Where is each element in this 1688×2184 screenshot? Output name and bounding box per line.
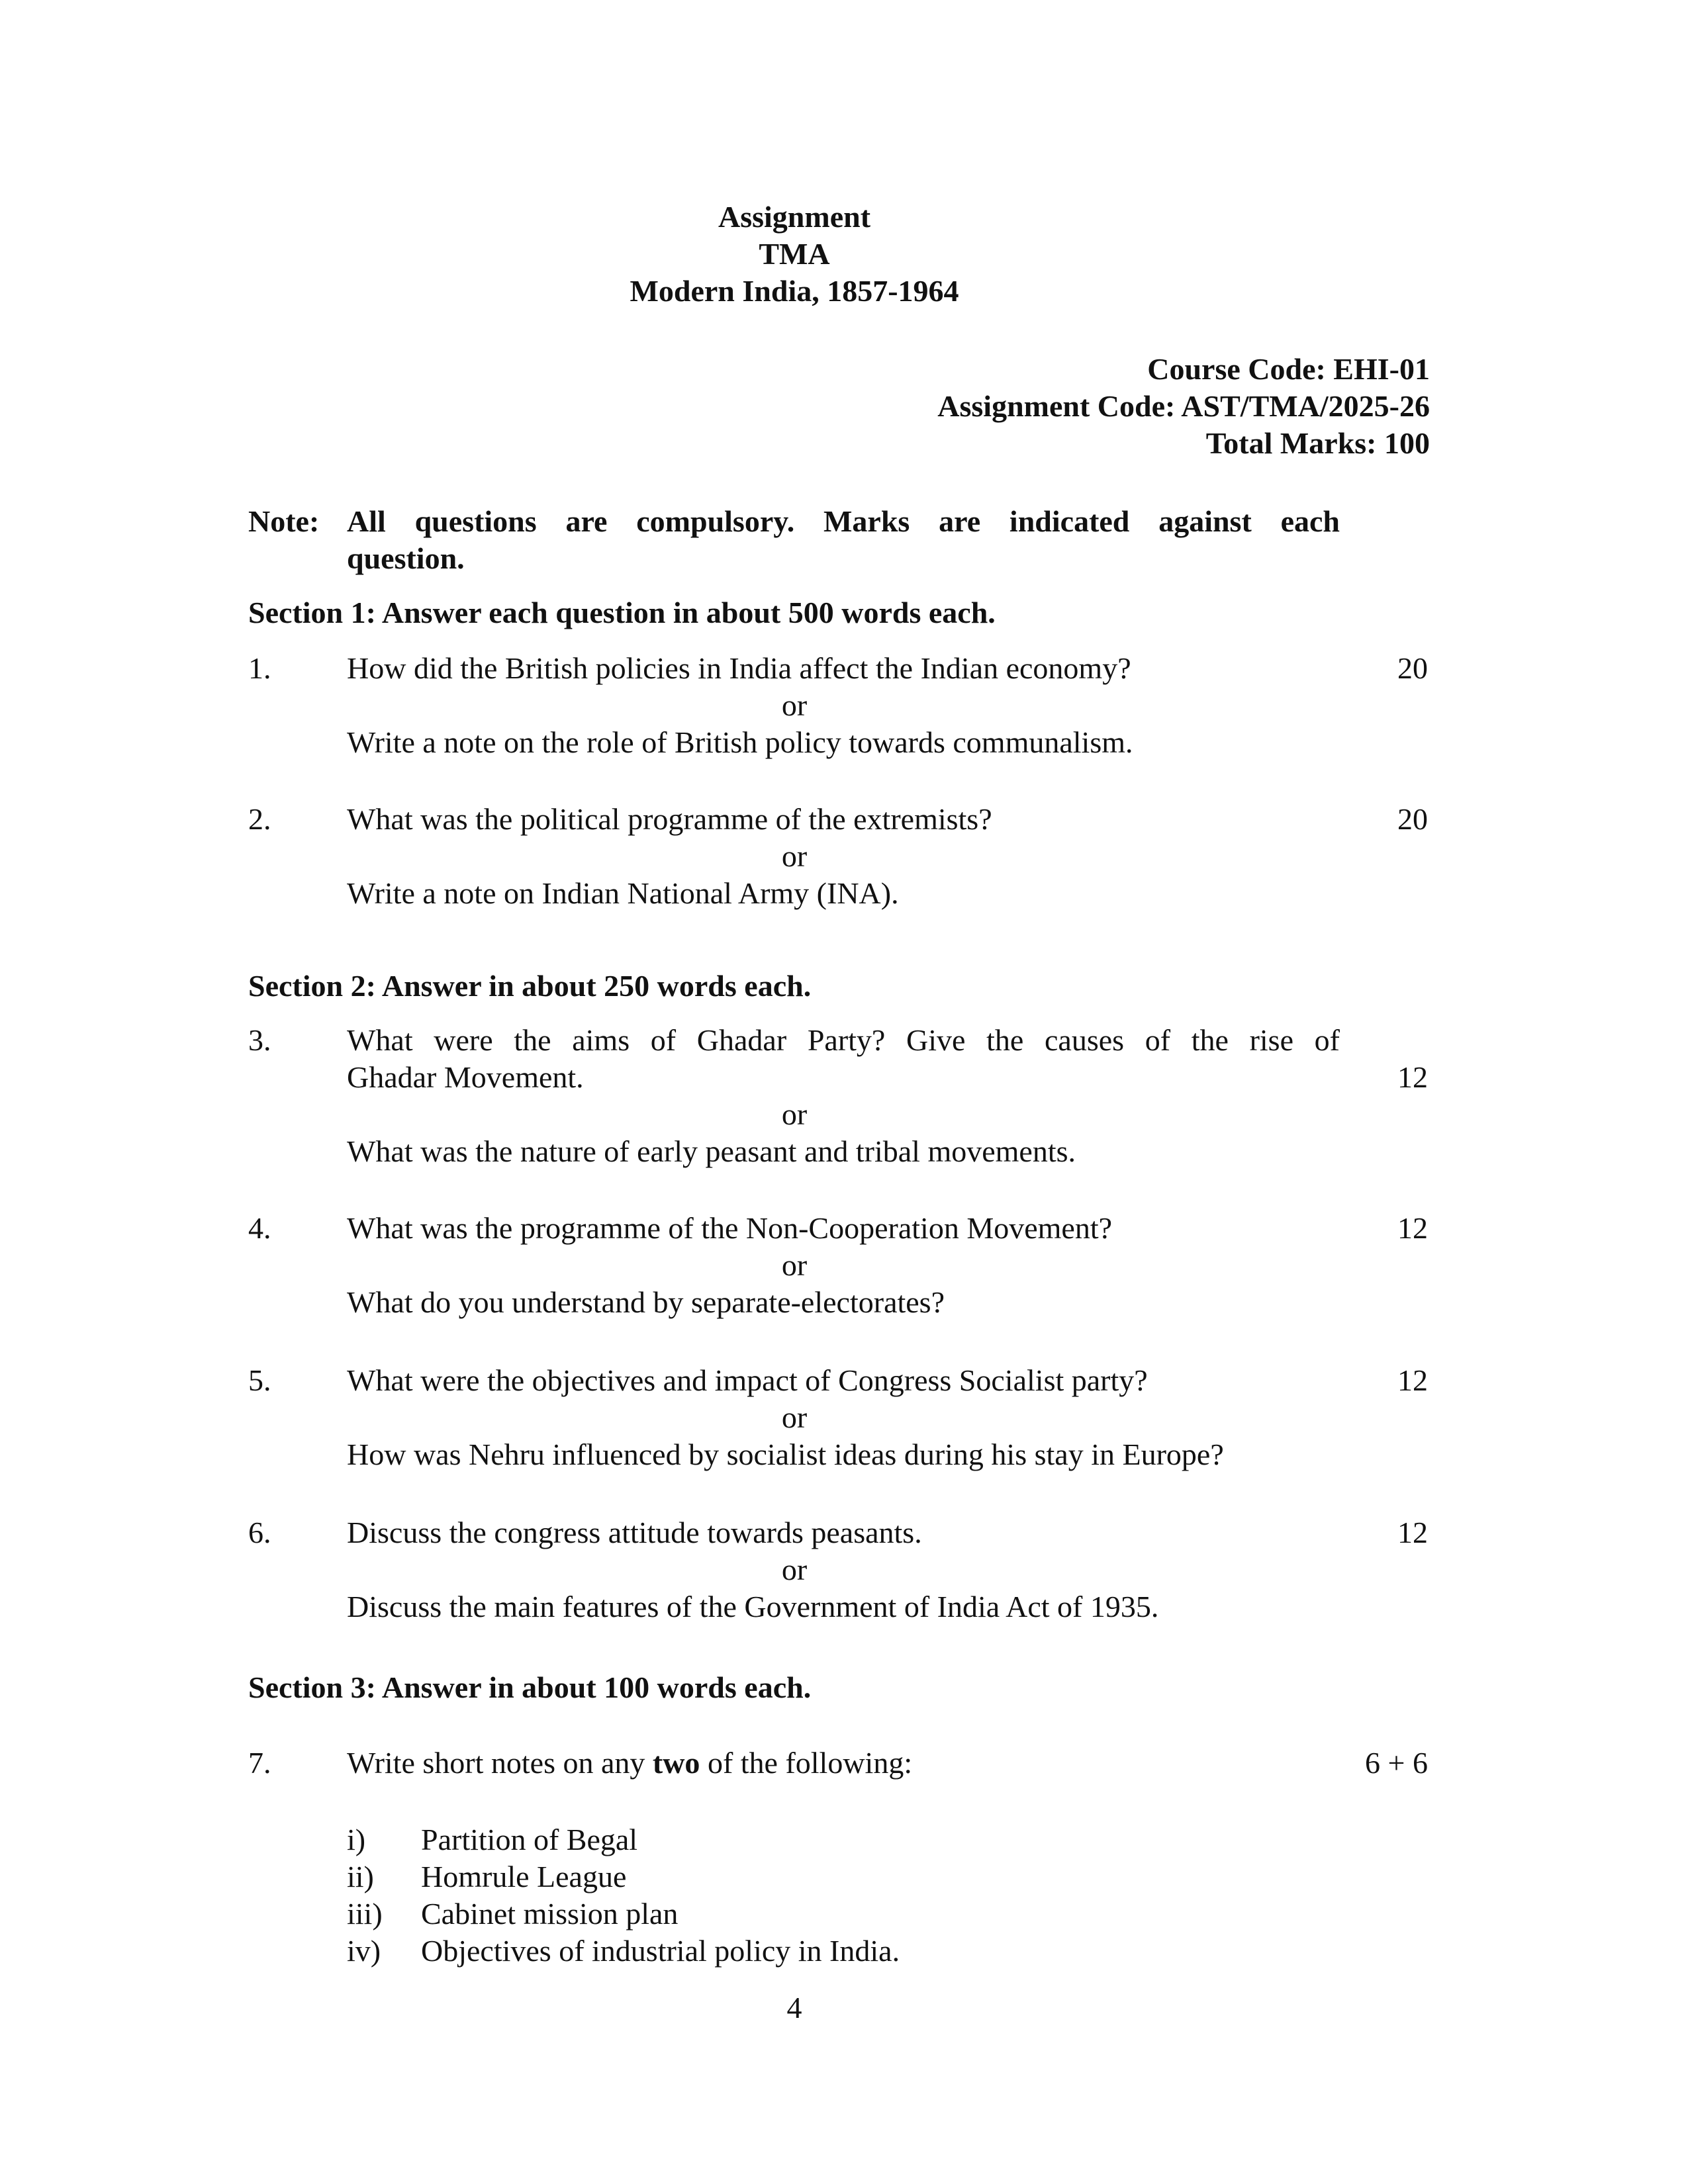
question-text	[347, 1745, 912, 1782]
or-separator: or	[781, 1400, 808, 1434]
question-text: What was the programme of the Non-Cooperation Movement?	[347, 1211, 1113, 1245]
list-item-roman: i)	[347, 1823, 366, 1856]
list-item-roman: iv)	[347, 1934, 381, 1968]
note-label: Note:	[248, 504, 320, 538]
or-separator: or	[781, 1553, 808, 1586]
question-marks: 12	[1397, 1363, 1428, 1397]
alternative-question-text: What do you understand by separate-electorates?	[347, 1285, 945, 1319]
or-separator: or	[781, 1248, 808, 1282]
course-code: Course Code: EHI-01	[1147, 352, 1430, 386]
question-marks: 12	[1397, 1211, 1428, 1245]
list-item-roman: iii)	[347, 1897, 383, 1931]
list-item-text: Objectives of industrial policy in India.	[421, 1934, 900, 1968]
alternative-question-text: Write a note on the role of British policy towards communalism.	[347, 725, 1133, 759]
question-text-after: of the following:	[700, 1746, 913, 1780]
list-item-text: Homrule League	[421, 1860, 627, 1893]
list-item-text: Cabinet mission plan	[421, 1897, 679, 1931]
assignment-code: Assignment Code: AST/TMA/2025-26	[937, 389, 1430, 423]
question-marks: 12	[1397, 1516, 1428, 1549]
section-1-title: Section 1: Answer each question in about 500 words each.	[248, 596, 996, 629]
note-text-line2: question.	[347, 541, 465, 575]
question-text: How did the British policies in India affect the Indian economy?	[347, 651, 1131, 685]
list-item-roman: ii)	[347, 1860, 374, 1893]
course-title: Modern India, 1857-1964	[630, 274, 959, 308]
question-text-before: Write short notes on any	[347, 1746, 653, 1780]
question-marks: 6 + 6	[1365, 1746, 1428, 1780]
section-2-title: Section 2: Answer in about 250 words each.	[248, 969, 812, 1003]
list-item-text: Partition of Begal	[421, 1823, 638, 1856]
question-text: What was the political programme of the extremists?	[347, 802, 992, 836]
assignment-heading: Assignment	[718, 200, 871, 234]
alternative-question-text: Discuss the main features of the Government of India Act of 1935.	[347, 1590, 1159, 1623]
or-separator: or	[781, 688, 808, 722]
question-number: 7.	[248, 1746, 271, 1780]
alternative-question-text: What was the nature of early peasant and tribal movements.	[347, 1134, 1076, 1168]
question-text-emphasis: two	[652, 1746, 700, 1780]
question-text-line2: Ghadar Movement.	[347, 1060, 584, 1094]
question-text: What were the objectives and impact of Congress Socialist party?	[347, 1363, 1148, 1397]
or-separator: or	[781, 839, 808, 873]
question-marks: 20	[1397, 802, 1428, 836]
alternative-question-text: How was Nehru influenced by socialist ideas during his stay in Europe?	[347, 1437, 1224, 1471]
question-number: 3.	[248, 1023, 271, 1057]
question-number: 2.	[248, 802, 271, 836]
question-marks: 20	[1397, 651, 1428, 685]
question-number: 4.	[248, 1211, 271, 1245]
total-marks: Total Marks: 100	[1205, 426, 1430, 460]
question-number: 5.	[248, 1363, 271, 1397]
or-separator: or	[781, 1097, 808, 1131]
question-text: Discuss the congress attitude towards peasants.	[347, 1516, 922, 1549]
note-text-line1: All questions are compulsory. Marks are indicated against each	[347, 504, 1340, 538]
tma-heading: TMA	[759, 237, 830, 271]
question-number: 1.	[248, 651, 271, 685]
question-number: 6.	[248, 1516, 271, 1549]
page-number: 4	[786, 1991, 802, 2025]
question-marks: 12	[1397, 1060, 1428, 1094]
alternative-question-text: Write a note on Indian National Army (INA).	[347, 876, 899, 910]
section-3-title: Section 3: Answer in about 100 words each.	[248, 1670, 812, 1704]
question-text-line1: What were the aims of Ghadar Party? Give the causes of the rise of	[347, 1023, 1340, 1057]
